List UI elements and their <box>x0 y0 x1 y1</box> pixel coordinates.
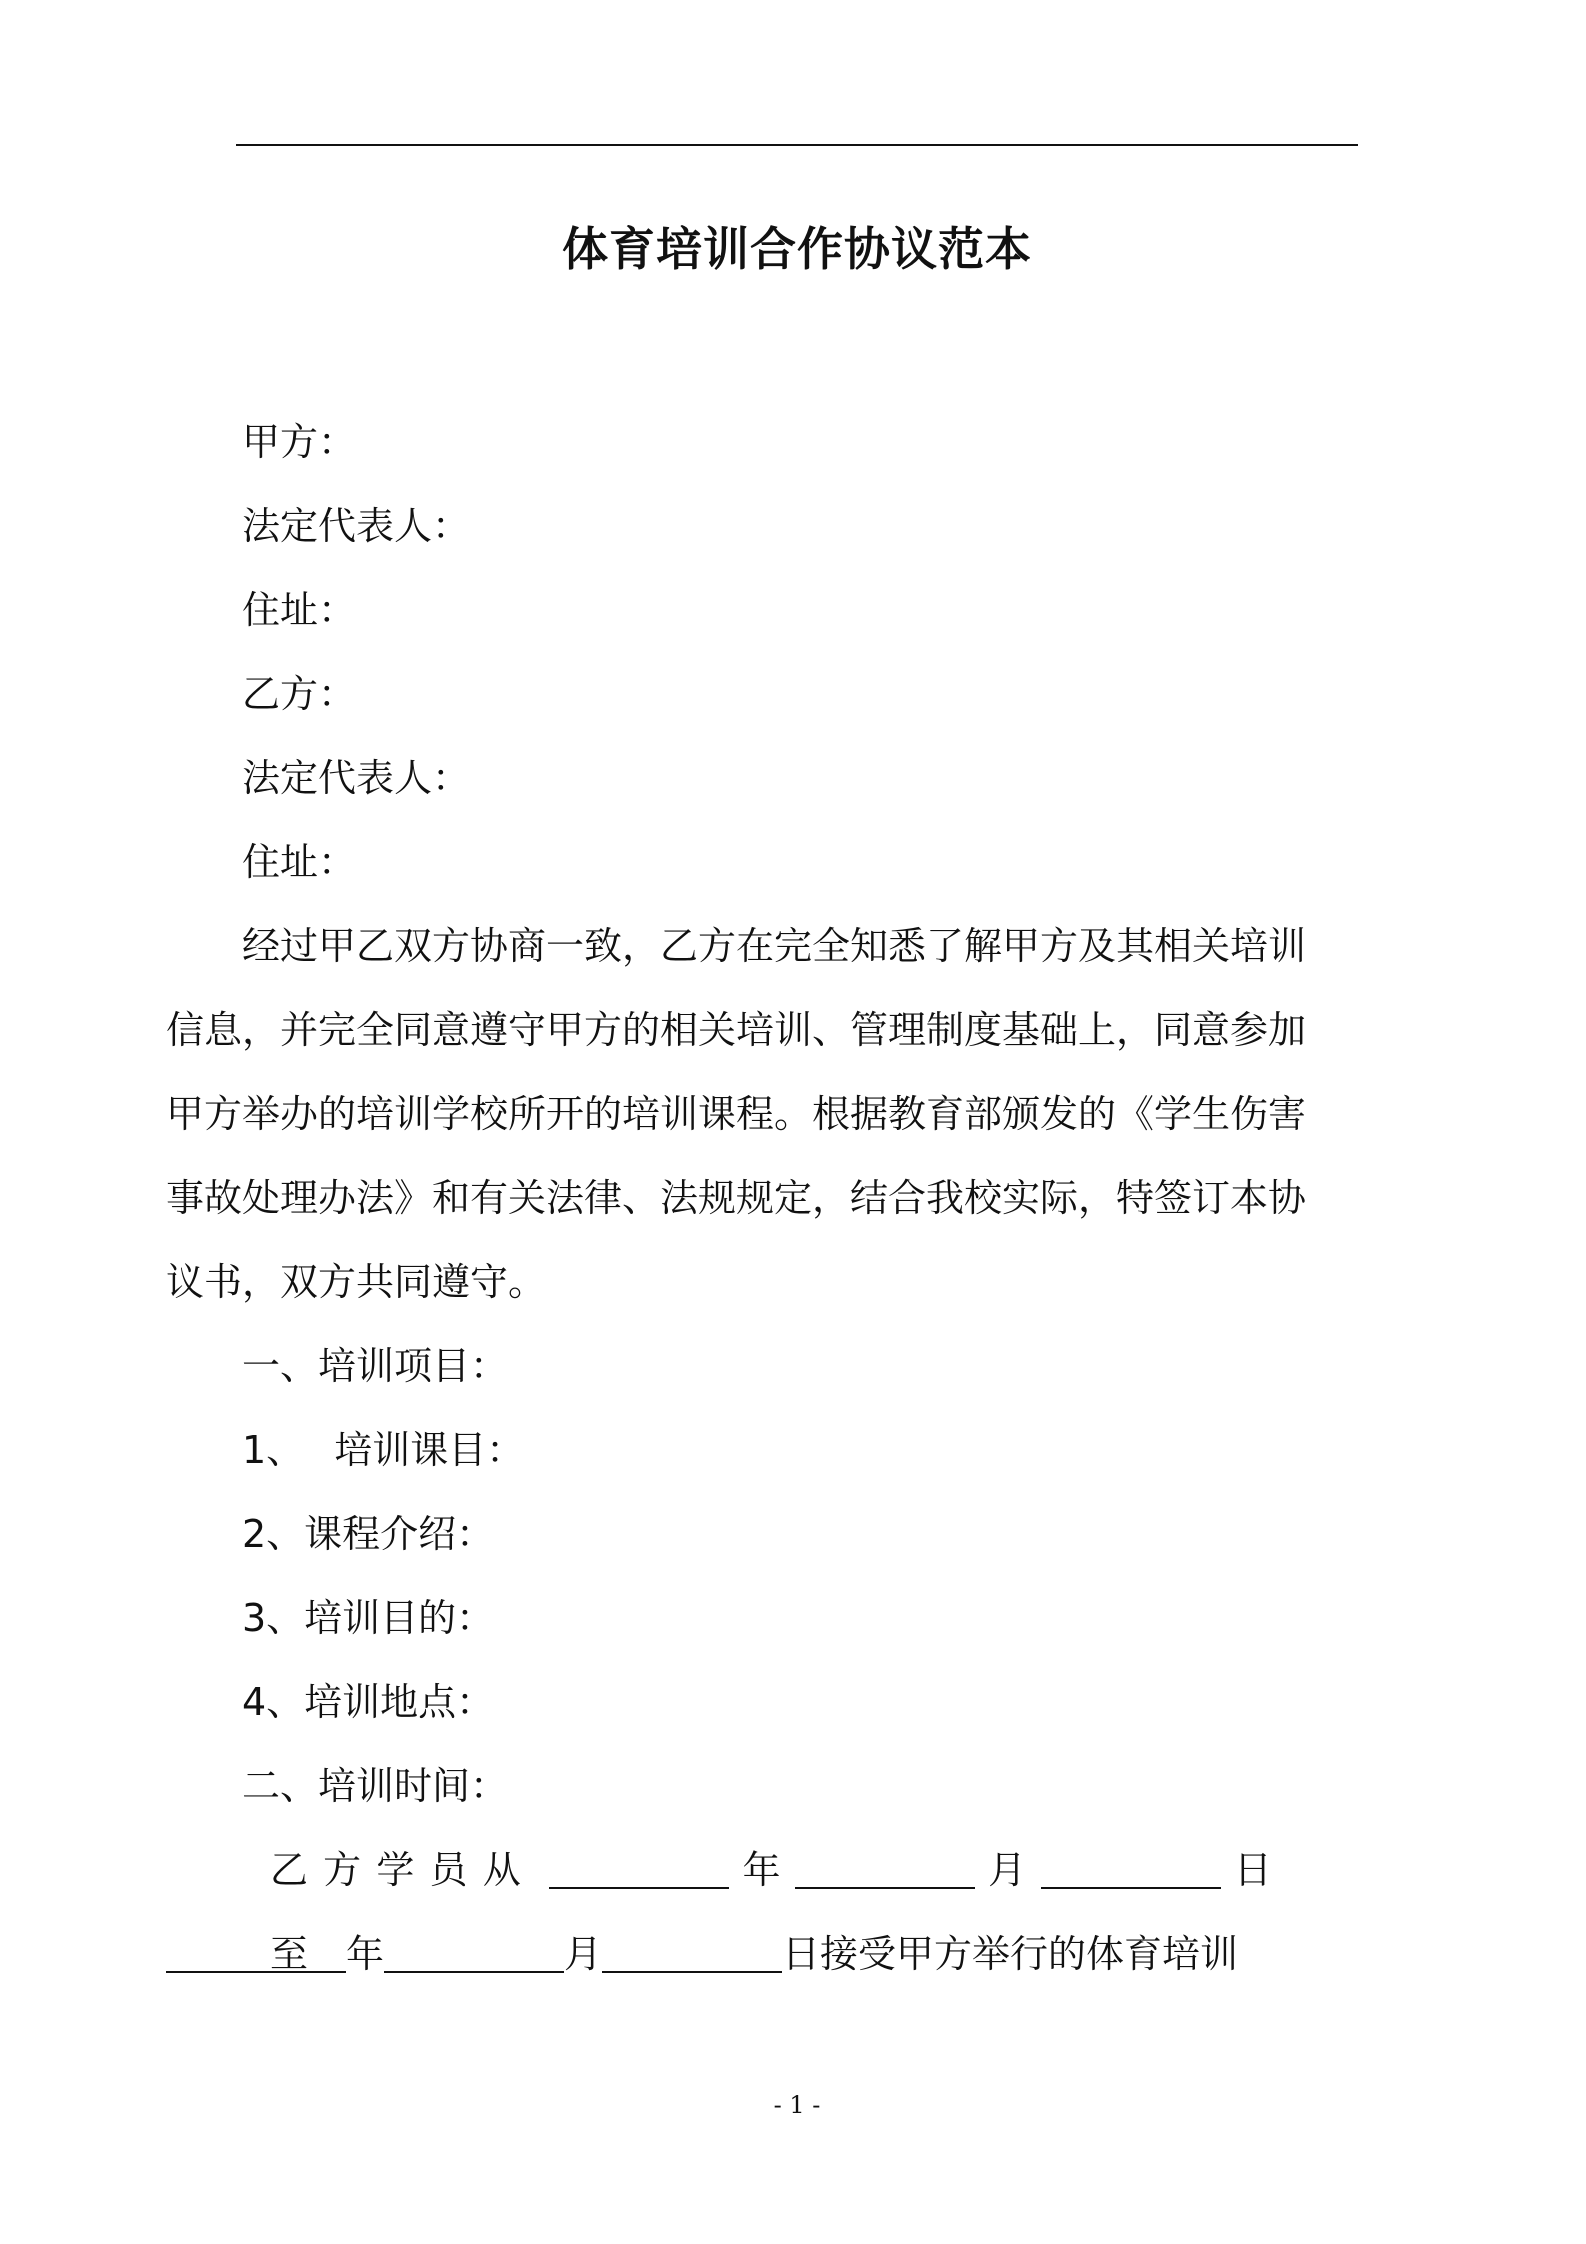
page-number: - 1 - <box>773 2091 821 2119</box>
section-one-item-2: 2、课程介绍： <box>242 1512 495 1556</box>
training-time-paragraph <box>166 1828 1282 1996</box>
party-a-label: 甲方： <box>242 420 357 464</box>
party-b-representative-label: 法定代表人： <box>242 756 471 800</box>
year-label: 年 <box>742 1848 782 1892</box>
day-tail-text: 日接受甲方举行的体育培训 <box>782 1932 1239 1976</box>
end-day-blank[interactable] <box>602 1971 782 1973</box>
month-label: 月 <box>988 1848 1028 1892</box>
month-label: 月 <box>564 1932 603 1976</box>
intro-line: 经过甲乙双方协商一致，乙方在完全知悉了解甲方及其相关培训 <box>242 924 1307 968</box>
party-a-address-label: 住址： <box>242 588 357 632</box>
start-day-blank[interactable] <box>1041 1887 1221 1889</box>
section-one-item-1 <box>242 1408 1358 1492</box>
section-one-item-4: 4、培训地点： <box>242 1680 495 1724</box>
intro-line: 事故处理办法》和有关法律、法规规定，结合我校实际，特签订本协 <box>166 1176 1307 1220</box>
section-one-item-3: 3、培训目的： <box>242 1596 495 1640</box>
header-rule <box>236 144 1358 146</box>
end-month-blank[interactable] <box>384 1971 564 1973</box>
training-time-line-2 <box>166 1912 1282 1996</box>
item-number: 1、 <box>242 1428 305 1472</box>
party-b-address-label: 住址： <box>242 840 357 884</box>
party-a-representative-label: 法定代表人： <box>242 504 471 548</box>
start-year-blank[interactable] <box>549 1887 729 1889</box>
section-two-heading: 二、培训时间： <box>242 1764 509 1808</box>
year-label: 年 <box>346 1932 385 1976</box>
start-month-blank[interactable] <box>795 1887 975 1889</box>
intro-paragraph <box>166 904 1307 1324</box>
item-label: 培训课目： <box>334 1428 525 1472</box>
document-body <box>166 400 1358 1996</box>
intro-line: 议书，双方共同遵守。 <box>166 1260 547 1304</box>
party-b-label: 乙方： <box>242 672 357 716</box>
day-to-label: 日至 <box>270 1848 1282 1976</box>
intro-line: 信息，并完全同意遵守甲方的相关培训、管理制度基础上，同意参加 <box>166 1008 1307 1052</box>
intro-line: 甲方举办的培训学校所开的培训课程。根据教育部颁发的《学生伤害 <box>166 1092 1307 1136</box>
student-from-text: 乙方学员从 <box>270 1848 536 1892</box>
end-year-blank[interactable] <box>166 1971 346 1973</box>
document-title: 体育培训合作协议范本 <box>562 222 1032 276</box>
section-one-heading: 一、培训项目： <box>242 1344 509 1388</box>
